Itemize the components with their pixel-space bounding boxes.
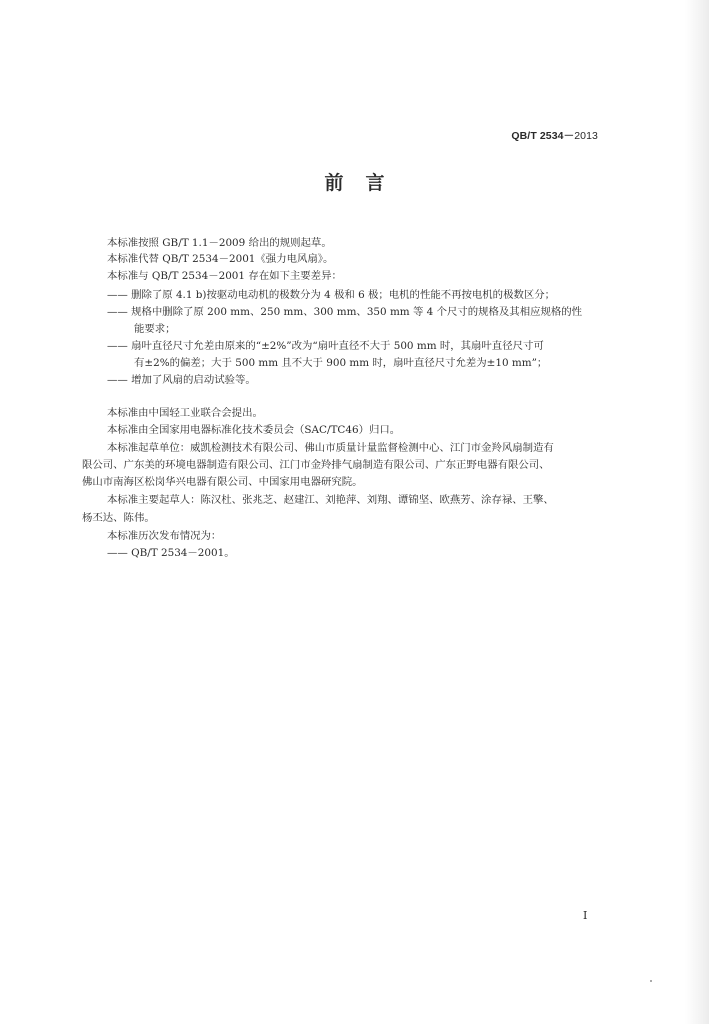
drafters-line: 本标准主要起草人：陈汉杜、张兆芝、赵建江、刘艳萍、刘翔、谭锦坚、欧燕芳、涂存禄、王擎、 — [107, 494, 554, 506]
drafting-units-line: 佛山市南海区松岗华兴电器有限公司、中国家用电器研究院。 — [82, 476, 363, 488]
intro-line: 本标准按照 GB/T 1.1－2009 给出的规则起草。 — [107, 237, 332, 249]
body-line: 本标准由全国家用电器标准化技术委员会（SAC/TC46）归口。 — [107, 424, 401, 436]
change-item: —— 删除了原 4.1 b)按驱动电动机的极数分为 4 极和 6 极；电机的性能不再按电机的极数区分； — [107, 289, 556, 301]
history-heading: 本标准历次发布情况为： — [107, 530, 222, 542]
drafters-line: 杨丕达、陈伟。 — [82, 512, 155, 524]
scan-speck — [650, 980, 652, 982]
change-item: —— 扇叶直径尺寸允差由原来的“±2%”改为“扇叶直径不大于 500 mm 时，其扇叶直径尺寸可 — [107, 340, 544, 352]
history-item: —— QB/T 2534－2001。 — [107, 547, 235, 559]
drafting-units-line: 限公司、广东美的环境电器制造有限公司、江门市金羚排气扇制造有限公司、广东正野电器有限公司、 — [82, 459, 550, 471]
drafting-units-line: 本标准起草单位：威凯检测技术有限公司、佛山市质量计量监督检测中心、江门市金羚风扇制造有 — [107, 442, 554, 454]
standard-code-year: 2013 — [574, 130, 598, 142]
page-number: I — [583, 909, 588, 922]
standard-code — [511, 128, 598, 143]
intro-line: 本标准与 QB/T 2534－2001 存在如下主要差异： — [107, 270, 342, 282]
intro-line: 本标准代替 QB/T 2534－2001《强力电风扇》。 — [107, 253, 334, 265]
page-title: 前言 — [324, 172, 407, 194]
change-item-continuation: 有±2%的偏差；大于 500 mm 且不大于 900 mm 时，扇叶直径尺寸允差为±10 mm”； — [134, 357, 548, 369]
page-edge-shadow — [685, 0, 709, 1024]
change-item: —— 增加了风扇的启动试验等。 — [107, 374, 256, 386]
body-line: 本标准由中国轻工业联合会提出。 — [107, 407, 263, 419]
standard-code-number: QB/T 2534 — [511, 130, 564, 142]
change-item: —— 规格中删除了原 200 mm、250 mm、300 mm、350 mm 等 4 个尺寸的规格及其相应规格的性 — [107, 306, 583, 318]
change-item-continuation: 能要求； — [134, 323, 176, 335]
standard-code-separator: － — [563, 130, 575, 142]
